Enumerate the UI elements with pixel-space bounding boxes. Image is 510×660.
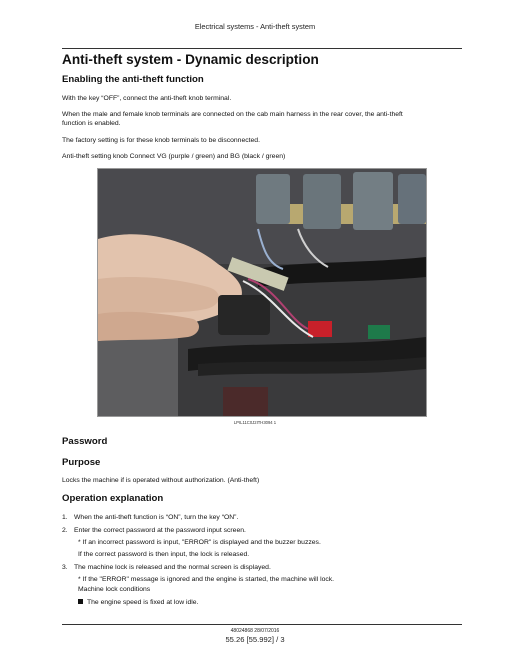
paragraph-factory-setting: The factory setting is for these knob terminals to be disconnected.: [62, 137, 260, 144]
connector-photo-illustration: [98, 169, 426, 416]
paragraph-knob-connect: Anti-theft setting knob Connect VG (purple / green) and BG (black / green): [62, 153, 286, 160]
figure-caption: LPIL11C0J2ITH3094 1: [233, 420, 277, 425]
paragraph-terminals-connected: [62, 110, 464, 128]
connector-photo: [97, 168, 427, 417]
step-text: Enter the correct password at the password input screen.: [74, 527, 246, 534]
step-2: [62, 526, 464, 535]
purpose-text: Locks the machine if is operated without authorization. (Anti-theft): [62, 477, 260, 484]
step-number: 3.: [62, 564, 68, 571]
step-2-note-incorrect-password: * If an incorrect password is input, "ERROR" is displayed and the buzzer buzzes.: [78, 539, 321, 546]
subheading-operation-explanation: Operation explanation: [62, 493, 164, 504]
paragraph-line: function is enabled.: [62, 120, 121, 128]
page-title: Anti-theft system - Dynamic description: [62, 52, 319, 67]
lock-condition-bullet: [78, 598, 198, 607]
step-number: 2.: [62, 527, 68, 534]
header-divider: [62, 48, 462, 49]
footer-divider: [62, 624, 462, 625]
step-2-note-lock-released: If the correct password is then input, the lock is released.: [78, 551, 250, 558]
step-number: 1.: [62, 514, 68, 521]
subheading-purpose: Purpose: [62, 457, 101, 468]
lock-condition-text: The engine speed is fixed at low idle.: [87, 599, 199, 606]
section-heading-password: Password: [62, 436, 108, 447]
step-3-note-error-ignored: * If the "ERROR" message is ignored and the engine is started, the machine will lock.: [78, 576, 335, 583]
step-text: The machine lock is released and the normal screen is displayed.: [74, 564, 271, 571]
section-heading-enabling: Enabling the anti-theft function: [62, 74, 204, 85]
paragraph-key-off: With the key “OFF”, connect the anti-theft knob terminal.: [62, 95, 232, 102]
square-bullet-icon: [78, 599, 83, 604]
footer-page-number: 55.26 [55.992] / 3: [225, 635, 285, 644]
footer-document-id: 48024868 28/07/2016: [230, 628, 280, 634]
step-1: [62, 513, 464, 522]
step-3: [62, 563, 464, 572]
step-text: When the anti-theft function is “ON”, turn the key “ON”.: [74, 514, 239, 521]
paragraph-line: When the male and female knob terminals are connected on the cab main harness in the rear cover, the anti-theft: [62, 111, 403, 118]
step-3-note-lock-conditions: Machine lock conditions: [78, 586, 151, 593]
running-header: Electrical systems - Anti-theft system: [194, 22, 316, 31]
